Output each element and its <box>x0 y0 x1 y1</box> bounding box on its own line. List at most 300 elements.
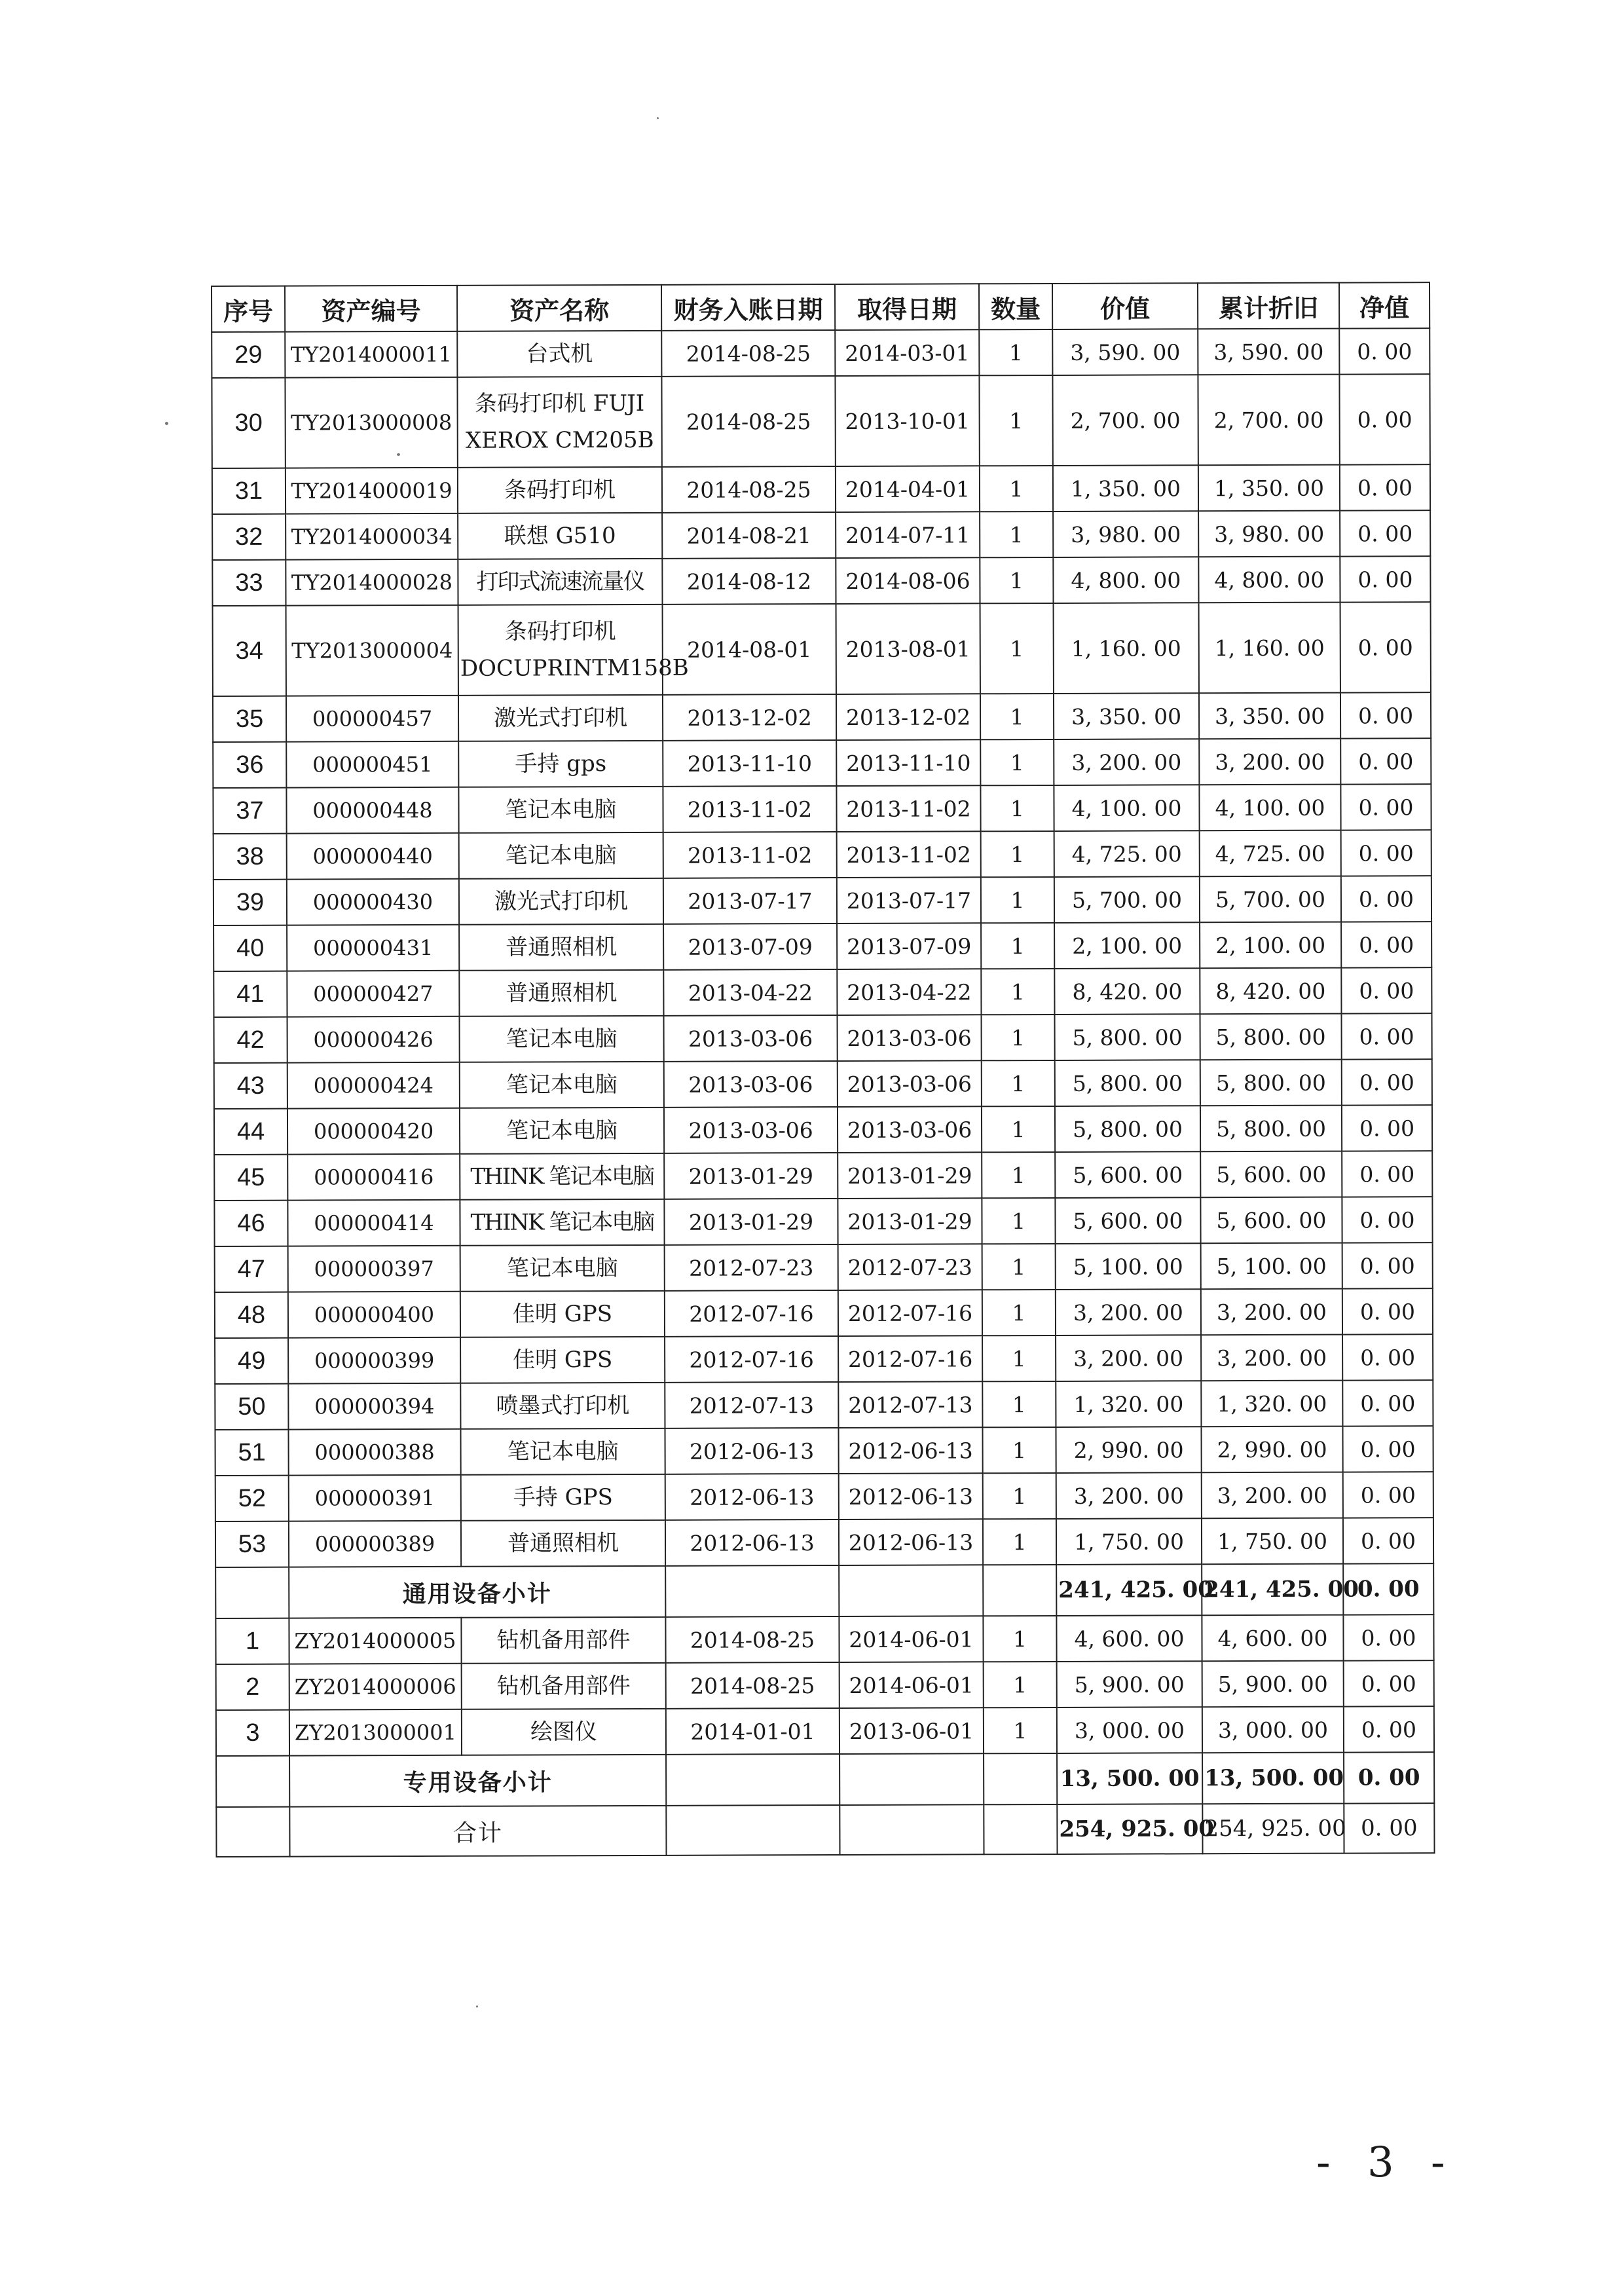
header-name: 资产名称 <box>457 285 661 331</box>
cell-seq: 41 <box>213 971 287 1017</box>
cell-net: 0. 00 <box>1341 830 1431 876</box>
cell-value: 3, 200. 00 <box>1056 1289 1201 1335</box>
cell-qty: 1 <box>980 557 1053 603</box>
cell-qty: 1 <box>982 1290 1056 1335</box>
cell-code: TY2013000008 <box>285 377 457 468</box>
cell-qty: 1 <box>981 877 1054 923</box>
page-number: - 3 - <box>1316 2138 1457 2187</box>
cell-code: 000000457 <box>286 696 458 742</box>
cell-depreciation: 3, 200. 00 <box>1201 1289 1342 1335</box>
cell-depreciation: 8, 420. 00 <box>1200 968 1341 1015</box>
cell-depreciation: 5, 700. 00 <box>1200 876 1341 923</box>
cell-code: 000000394 <box>288 1383 460 1430</box>
cell-depreciation: 4, 600. 00 <box>1202 1615 1343 1662</box>
cell-value: 5, 800. 00 <box>1055 1106 1200 1152</box>
cell-acquire-date: 2013-12-02 <box>836 694 980 740</box>
cell-value: 3, 590. 00 <box>1052 329 1198 375</box>
cell-value: 2, 990. 00 <box>1056 1427 1201 1473</box>
cell-entry-date: 2014-08-21 <box>662 512 836 559</box>
cell-value: 1, 350. 00 <box>1053 465 1198 512</box>
table-row <box>212 374 1430 468</box>
cell-value: 1, 320. 00 <box>1056 1381 1201 1427</box>
cell-name: 普通照相机 <box>459 970 663 1017</box>
cell-entry-date: 2013-03-06 <box>664 1015 838 1062</box>
cell-net: 0. 00 <box>1341 967 1431 1013</box>
cell-qty: 1 <box>983 1473 1056 1519</box>
cell-qty: 1 <box>982 1152 1055 1198</box>
cell-code: 000000414 <box>287 1200 460 1246</box>
cell-entry-date: 2013-11-10 <box>663 740 836 787</box>
cell-seq: 40 <box>213 925 287 971</box>
table-row <box>215 1426 1433 1476</box>
asset-table <box>211 282 1435 1857</box>
cell-entry-date: 2013-03-06 <box>664 1061 838 1108</box>
cell-seq: 35 <box>213 696 286 742</box>
cell-qty: 1 <box>983 1519 1056 1565</box>
cell-net: 0. 00 <box>1344 1706 1434 1752</box>
table-row <box>215 1472 1433 1521</box>
cell-name: 普通照相机 <box>461 1520 665 1567</box>
cell-acquire-date: 2012-06-13 <box>838 1427 982 1474</box>
cell-qty: 1 <box>984 1662 1057 1707</box>
cell-seq: 32 <box>212 514 286 560</box>
cell-seq: 44 <box>214 1109 287 1155</box>
cell-net: 0. 00 <box>1342 1151 1432 1197</box>
cell-seq: 52 <box>215 1476 289 1521</box>
cell-value: 8, 420. 00 <box>1054 968 1200 1015</box>
cell-entry-date: 2013-01-29 <box>664 1153 838 1199</box>
cell-net: 0. 00 <box>1340 692 1431 738</box>
cell-acquire-date: 2013-01-29 <box>838 1198 982 1244</box>
cell-value: 3, 200. 00 <box>1056 1472 1202 1519</box>
cell-net: 0. 00 <box>1343 1614 1433 1660</box>
cell-net: 0. 00 <box>1342 1013 1432 1059</box>
table-row <box>213 738 1431 788</box>
cell-code: TY2014000019 <box>286 468 458 514</box>
cell-depreciation: 5, 100. 00 <box>1201 1243 1342 1290</box>
cell-code: TY2014000028 <box>286 559 458 606</box>
cell-name: 条码打印机 <box>458 467 662 513</box>
cell-acquire-date: 2012-06-13 <box>839 1519 983 1565</box>
table-row <box>213 922 1431 971</box>
cell-depreciation: 5, 600. 00 <box>1200 1197 1342 1244</box>
cell-qty: 1 <box>981 969 1054 1015</box>
cell-net: 0. 00 <box>1340 784 1431 830</box>
summary-net: 0. 00 <box>1344 1752 1434 1803</box>
cell-net: 0. 00 <box>1342 1242 1433 1288</box>
cell-entry-date: 2012-07-13 <box>665 1382 838 1428</box>
cell-value: 4, 725. 00 <box>1054 830 1200 877</box>
table-row <box>212 328 1430 378</box>
cell-acquire-date: 2012-07-23 <box>838 1244 982 1290</box>
cell-name: 笔记本电脑 <box>460 1428 665 1475</box>
cell-code: 000000388 <box>288 1429 460 1476</box>
cell-depreciation: 1, 160. 00 <box>1199 603 1340 694</box>
cell-empty <box>839 1565 983 1616</box>
cell-value: 4, 800. 00 <box>1053 557 1198 603</box>
cell-qty: 1 <box>982 1427 1056 1473</box>
cell-code: 000000426 <box>287 1017 460 1063</box>
cell-code: 000000430 <box>287 879 459 925</box>
cell-entry-date: 2014-01-01 <box>666 1708 840 1755</box>
cell-qty: 1 <box>982 1060 1055 1106</box>
cell-entry-date: 2014-08-12 <box>662 558 836 605</box>
table-row <box>213 692 1431 742</box>
cell-entry-date: 2012-07-23 <box>665 1244 838 1291</box>
cell-acquire-date: 2013-10-01 <box>835 375 979 466</box>
cell-qty: 1 <box>981 923 1054 969</box>
cell-depreciation: 2, 990. 00 <box>1201 1427 1342 1473</box>
cell-value: 3, 980. 00 <box>1053 511 1198 557</box>
cell-code: 000000451 <box>286 741 458 788</box>
cell-depreciation: 1, 350. 00 <box>1198 465 1340 512</box>
cell-entry-date: 2013-04-22 <box>663 969 837 1016</box>
table-row <box>213 602 1431 696</box>
cell-code: ZY2014000005 <box>289 1618 461 1664</box>
scan-speck <box>165 422 168 425</box>
cell-entry-date: 2013-01-29 <box>664 1199 838 1245</box>
table-row <box>213 830 1431 880</box>
cell-name: 笔记本电脑 <box>460 1062 664 1108</box>
table-row <box>216 1706 1434 1756</box>
cell-entry-date: 2013-11-02 <box>663 832 837 878</box>
cell-name: 钻机备用部件 <box>462 1663 666 1709</box>
cell-seq: 38 <box>213 834 287 880</box>
cell-depreciation: 4, 100. 00 <box>1199 785 1340 831</box>
cell-empty <box>984 1804 1057 1854</box>
cell-value: 4, 100. 00 <box>1054 785 1199 831</box>
cell-seq: 1 <box>215 1618 289 1664</box>
cell-net: 0. 00 <box>1342 1288 1433 1334</box>
cell-name: 笔记本电脑 <box>458 787 663 833</box>
table-row <box>215 1518 1433 1567</box>
cell-code: 000000391 <box>289 1475 461 1521</box>
cell-net: 0. 00 <box>1339 328 1430 374</box>
header-value: 价值 <box>1052 283 1198 329</box>
cell-empty <box>666 1754 840 1806</box>
cell-seq: 34 <box>213 606 286 696</box>
cell-value: 1, 750. 00 <box>1056 1518 1202 1565</box>
cell-name: 手持 gps <box>458 741 663 787</box>
cell-value: 5, 600. 00 <box>1055 1151 1200 1198</box>
cell-acquire-date: 2014-07-11 <box>836 512 980 558</box>
cell-empty <box>983 1565 1056 1616</box>
cell-acquire-date: 2013-06-01 <box>840 1707 984 1754</box>
cell-empty <box>666 1805 840 1856</box>
header-net: 净值 <box>1339 282 1430 328</box>
cell-acquire-date: 2014-08-06 <box>836 557 980 604</box>
cell-depreciation: 5, 800. 00 <box>1200 1014 1342 1060</box>
cell-net: 0. 00 <box>1340 738 1431 784</box>
cell-code: 000000400 <box>288 1292 460 1338</box>
cell-entry-date: 2013-03-06 <box>664 1107 838 1153</box>
cell-code: 000000416 <box>287 1154 460 1201</box>
cell-acquire-date: 2013-11-02 <box>837 831 981 878</box>
cell-empty <box>215 1567 289 1618</box>
cell-depreciation: 5, 600. 00 <box>1200 1151 1342 1198</box>
cell-name: 笔记本电脑 <box>459 832 663 879</box>
header-qty: 数量 <box>979 284 1052 329</box>
cell-acquire-date: 2013-03-06 <box>838 1060 982 1107</box>
cell-net: 0. 00 <box>1340 556 1430 602</box>
cell-qty: 1 <box>980 512 1053 557</box>
cell-name: 佳明 GPS <box>460 1337 665 1383</box>
cell-entry-date: 2013-07-17 <box>663 878 837 924</box>
cell-seq: 29 <box>212 332 285 378</box>
cell-code: TY2013000004 <box>286 605 458 696</box>
summary-label: 通用设备小计 <box>289 1566 665 1618</box>
cell-seq: 36 <box>213 742 286 788</box>
cell-net: 0. 00 <box>1340 510 1430 556</box>
cell-seq: 2 <box>216 1664 289 1710</box>
cell-name: 手持 GPS <box>461 1474 665 1521</box>
cell-code: 000000431 <box>287 925 459 971</box>
cell-qty: 1 <box>982 1381 1056 1427</box>
cell-name: 打印式流速流量仪 <box>458 559 662 605</box>
cell-depreciation: 3, 350. 00 <box>1199 693 1340 739</box>
cell-seq: 51 <box>215 1430 288 1476</box>
cell-code: 000000424 <box>287 1062 460 1109</box>
cell-acquire-date: 2013-07-17 <box>837 877 981 924</box>
cell-entry-date: 2013-12-02 <box>663 694 836 741</box>
table-row <box>214 1013 1432 1063</box>
table-row <box>215 1334 1433 1384</box>
cell-name: 笔记本电脑 <box>460 1108 664 1154</box>
cell-depreciation: 5, 900. 00 <box>1202 1661 1344 1707</box>
cell-empty <box>665 1565 839 1617</box>
cell-acquire-date: 2012-07-16 <box>838 1290 982 1336</box>
cell-empty <box>840 1804 984 1855</box>
cell-code: 000000420 <box>287 1108 460 1155</box>
cell-seq: 3 <box>216 1710 289 1756</box>
cell-seq: 47 <box>215 1246 288 1292</box>
cell-qty: 1 <box>979 329 1052 375</box>
cell-acquire-date: 2013-11-02 <box>836 785 980 832</box>
cell-acquire-date: 2013-08-01 <box>836 603 980 694</box>
cell-code: ZY2014000006 <box>289 1664 462 1710</box>
table-row <box>215 1380 1433 1430</box>
general-subtotal-row <box>215 1563 1433 1618</box>
table-row <box>215 1614 1433 1664</box>
table-row <box>214 1105 1432 1155</box>
cell-seq: 46 <box>214 1201 287 1246</box>
cell-seq: 49 <box>215 1338 288 1384</box>
special-subtotal-row <box>216 1752 1434 1807</box>
cell-code: ZY2013000001 <box>289 1709 462 1756</box>
cell-name: 笔记本电脑 <box>460 1016 664 1062</box>
cell-value: 5, 900. 00 <box>1057 1661 1202 1707</box>
cell-code: 000000427 <box>287 971 459 1017</box>
cell-qty: 1 <box>979 375 1052 466</box>
cell-entry-date: 2014-08-25 <box>662 466 836 513</box>
cell-value: 3, 200. 00 <box>1056 1335 1201 1381</box>
cell-entry-date: 2012-06-13 <box>665 1474 839 1520</box>
cell-code: 000000440 <box>287 833 459 880</box>
cell-net: 0. 00 <box>1342 1197 1432 1242</box>
cell-empty <box>984 1753 1057 1804</box>
cell-name: 联想 G510 <box>458 513 662 559</box>
cell-seq: 39 <box>213 880 287 925</box>
cell-net: 0. 00 <box>1343 1472 1433 1518</box>
header-acquire-date: 取得日期 <box>835 284 979 330</box>
cell-entry-date: 2012-07-16 <box>665 1336 838 1383</box>
cell-value: 5, 800. 00 <box>1055 1014 1200 1060</box>
cell-qty: 1 <box>981 831 1054 877</box>
cell-code: 000000397 <box>288 1246 460 1292</box>
cell-acquire-date: 2014-03-01 <box>835 329 979 376</box>
cell-empty <box>216 1807 289 1857</box>
cell-qty: 1 <box>984 1707 1057 1753</box>
cell-entry-date: 2012-06-13 <box>665 1520 839 1566</box>
cell-depreciation: 3, 200. 00 <box>1199 739 1340 785</box>
cell-name: 钻机备用部件 <box>461 1617 665 1664</box>
cell-entry-date: 2014-08-25 <box>665 1616 839 1663</box>
cell-value: 5, 800. 00 <box>1055 1060 1200 1106</box>
cell-acquire-date: 2013-01-29 <box>838 1152 982 1199</box>
summary-value: 254, 925. 00 <box>1057 1804 1202 1854</box>
table-row <box>215 1242 1433 1292</box>
cell-name: 笔记本电脑 <box>460 1245 665 1292</box>
cell-qty: 1 <box>980 739 1054 785</box>
cell-value: 3, 350. 00 <box>1054 693 1199 739</box>
summary-value: 13, 500. 00 <box>1057 1753 1202 1804</box>
table-row <box>212 510 1430 560</box>
summary-label: 合计 <box>289 1806 666 1857</box>
cell-depreciation: 5, 800. 00 <box>1200 1060 1342 1106</box>
cell-name: 条码打印机 FUJI XEROX CM205B <box>457 377 661 468</box>
cell-net: 0. 00 <box>1342 1380 1433 1426</box>
header-code: 资产编号 <box>285 286 457 332</box>
cell-net: 0. 00 <box>1343 1518 1433 1563</box>
cell-net: 0. 00 <box>1342 1334 1433 1380</box>
cell-qty: 1 <box>982 1244 1056 1290</box>
header-depreciation: 累计折旧 <box>1198 283 1339 329</box>
cell-acquire-date: 2012-07-13 <box>838 1381 982 1428</box>
cell-acquire-date: 2013-03-06 <box>838 1106 982 1153</box>
cell-name: 条码打印机 DOCUPRINTM158B <box>458 605 663 696</box>
cell-seq: 33 <box>212 560 286 606</box>
cell-value: 5, 100. 00 <box>1056 1243 1201 1290</box>
summary-depreciation: 241, 425. 00 <box>1202 1564 1343 1616</box>
cell-net: 0. 00 <box>1341 922 1431 967</box>
cell-acquire-date: 2012-07-16 <box>838 1335 982 1382</box>
cell-net: 0. 00 <box>1342 1105 1432 1151</box>
table-row <box>214 1059 1432 1109</box>
cell-entry-date: 2012-06-13 <box>665 1428 838 1474</box>
cell-net: 0. 00 <box>1340 464 1430 510</box>
grand-total-row <box>216 1803 1434 1857</box>
cell-acquire-date: 2013-07-09 <box>837 923 981 969</box>
cell-seq: 45 <box>214 1155 287 1201</box>
table-row <box>213 876 1431 925</box>
table-row <box>214 1197 1432 1246</box>
cell-name: 普通照相机 <box>459 924 663 971</box>
cell-name: 佳明 GPS <box>460 1291 665 1337</box>
cell-depreciation: 5, 800. 00 <box>1200 1106 1342 1152</box>
cell-depreciation: 3, 200. 00 <box>1201 1335 1342 1381</box>
cell-acquire-date: 2013-04-22 <box>837 969 981 1015</box>
header-entry-date: 财务入账日期 <box>661 284 835 331</box>
summary-net: 0. 00 <box>1344 1803 1434 1853</box>
cell-name: 绘图仪 <box>462 1709 666 1755</box>
table-header-row <box>212 282 1430 332</box>
cell-depreciation: 4, 725. 00 <box>1200 830 1341 877</box>
cell-value: 4, 600. 00 <box>1056 1615 1202 1662</box>
cell-depreciation: 2, 100. 00 <box>1200 922 1341 969</box>
cell-seq: 31 <box>212 468 286 514</box>
summary-depreciation: 254, 925. 00 <box>1202 1804 1344 1854</box>
cell-code: 000000389 <box>289 1521 461 1567</box>
cell-entry-date: 2013-07-09 <box>663 924 837 970</box>
cell-code: 000000399 <box>288 1337 460 1384</box>
cell-depreciation: 2, 700. 00 <box>1198 375 1339 466</box>
cell-depreciation: 3, 200. 00 <box>1202 1472 1343 1519</box>
cell-net: 0. 00 <box>1342 1426 1433 1472</box>
cell-acquire-date: 2014-06-01 <box>839 1616 983 1662</box>
table-row <box>216 1660 1434 1710</box>
summary-depreciation: 13, 500. 00 <box>1202 1753 1344 1804</box>
table-row <box>215 1288 1433 1338</box>
cell-name: 激光式打印机 <box>458 695 663 741</box>
cell-seq: 53 <box>215 1521 289 1567</box>
table-row <box>213 967 1431 1017</box>
cell-acquire-date: 2013-03-06 <box>838 1015 982 1061</box>
cell-qty: 1 <box>982 1015 1055 1060</box>
cell-empty <box>840 1753 984 1805</box>
cell-value: 3, 000. 00 <box>1057 1707 1202 1753</box>
table-row <box>212 464 1430 514</box>
table-row <box>212 556 1430 606</box>
cell-net: 0. 00 <box>1340 602 1431 692</box>
cell-code: TY2014000011 <box>285 331 457 378</box>
cell-name: 激光式打印机 <box>459 878 663 925</box>
cell-depreciation: 1, 320. 00 <box>1201 1381 1342 1427</box>
cell-depreciation: 3, 590. 00 <box>1198 329 1339 375</box>
cell-net: 0. 00 <box>1342 1059 1432 1105</box>
summary-value: 241, 425. 00 <box>1056 1564 1202 1616</box>
cell-name: 喷墨式打印机 <box>460 1383 665 1429</box>
cell-depreciation: 3, 000. 00 <box>1202 1707 1344 1753</box>
cell-code: 000000448 <box>286 787 458 834</box>
cell-value: 5, 700. 00 <box>1054 876 1200 923</box>
cell-seq: 48 <box>215 1292 288 1338</box>
cell-seq: 50 <box>215 1384 288 1430</box>
cell-entry-date: 2013-11-02 <box>663 786 836 832</box>
cell-entry-date: 2014-08-01 <box>663 604 836 695</box>
cell-qty: 1 <box>982 1198 1055 1244</box>
cell-qty: 1 <box>980 785 1054 831</box>
scan-speck <box>476 2006 478 2007</box>
cell-qty: 1 <box>982 1335 1056 1381</box>
cell-seq: 43 <box>214 1063 287 1109</box>
cell-qty: 1 <box>982 1106 1055 1152</box>
cell-net: 0. 00 <box>1339 374 1430 464</box>
table-row <box>213 784 1431 834</box>
cell-seq: 42 <box>214 1017 287 1063</box>
cell-entry-date: 2014-08-25 <box>661 330 835 377</box>
summary-net: 0. 00 <box>1343 1563 1433 1614</box>
cell-value: 3, 200. 00 <box>1054 739 1199 785</box>
cell-name: THINK 笔记本电脑 <box>460 1153 664 1200</box>
cell-value: 1, 160. 00 <box>1054 603 1199 694</box>
cell-depreciation: 3, 980. 00 <box>1198 511 1340 557</box>
cell-acquire-date: 2013-11-10 <box>836 739 980 786</box>
cell-value: 5, 600. 00 <box>1055 1197 1200 1244</box>
cell-acquire-date: 2012-06-13 <box>839 1473 983 1520</box>
table-row <box>214 1151 1432 1201</box>
header-seq: 序号 <box>212 286 285 332</box>
summary-label: 专用设备小计 <box>289 1755 666 1807</box>
